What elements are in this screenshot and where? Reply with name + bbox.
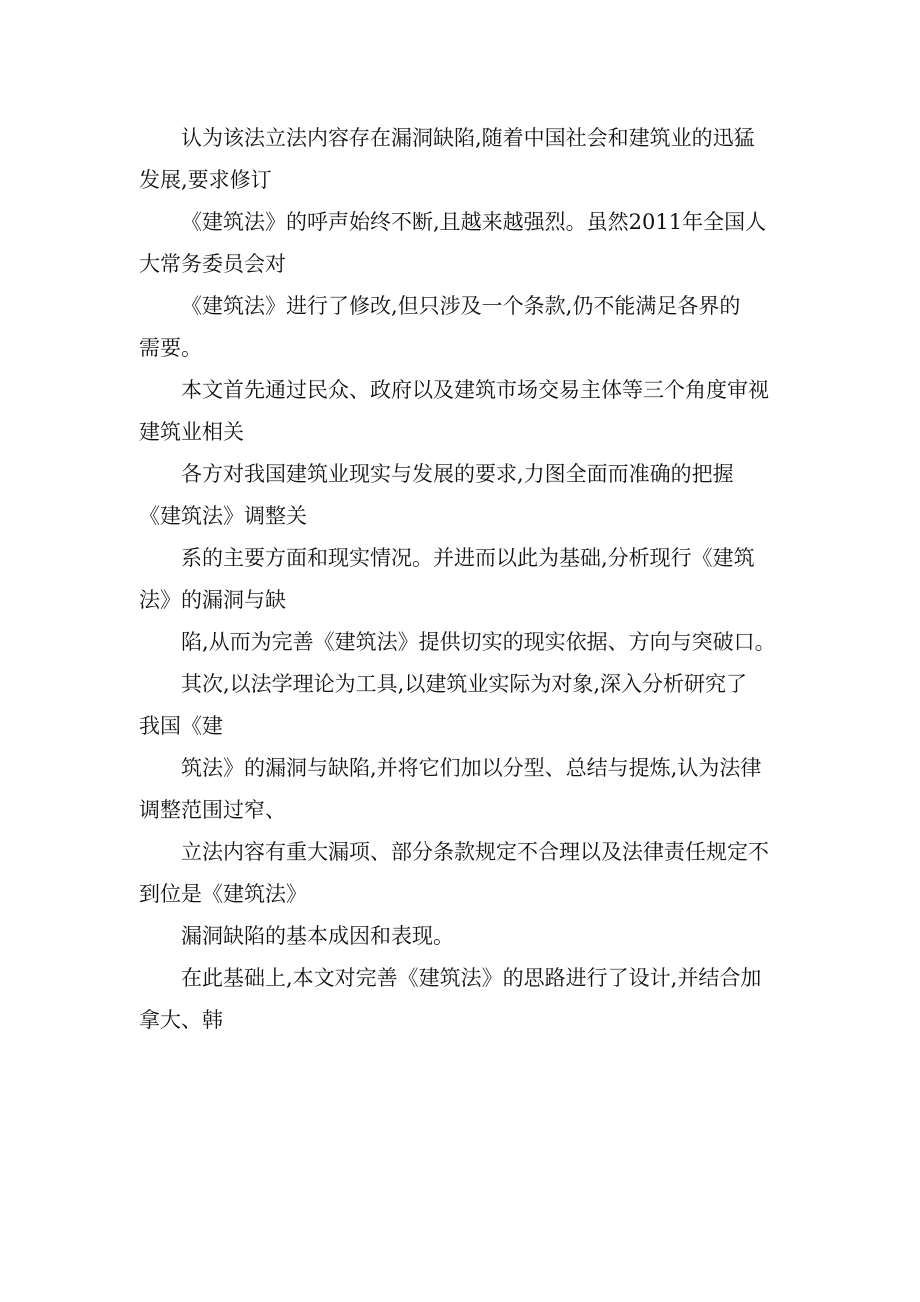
paragraph-line: 需要。	[139, 336, 202, 360]
paragraph-line: 建筑业相关	[139, 420, 244, 444]
paragraph-line: 拿大、韩	[139, 1008, 223, 1032]
paragraph-line: 《建筑法》调整关	[139, 504, 307, 528]
paragraph-12	[139, 957, 789, 1041]
paragraph-1	[139, 117, 789, 201]
paragraph-line: 法》的漏洞与缺	[139, 588, 286, 612]
paragraph-line: 发展,要求修订	[139, 168, 272, 192]
paragraph-5	[139, 453, 789, 537]
paragraph-line: 调整范围过窄、	[139, 798, 286, 822]
paragraph-line: 漏洞缺陷的基本成因和表现。	[181, 924, 454, 948]
paragraph-line: 系的主要方面和现实情况。并进而以此为基础,分析现行《建筑	[181, 546, 755, 570]
paragraph-line: 《建筑法》的呼声始终不断,且越来越强烈。虽然2011年全国人	[181, 210, 767, 234]
paragraph-line: 《建筑法》进行了修改,但只涉及一个条款,仍不能满足各界的	[181, 294, 741, 318]
paragraph-line: 认为该法立法内容存在漏洞缺陷,随着中国社会和建筑业的迅猛	[181, 126, 755, 150]
paragraph-8	[139, 663, 789, 747]
paragraph-line: 陷,从而为完善《建筑法》提供切实的现实依据、方向与突破口。	[181, 630, 776, 654]
paragraph-7	[139, 621, 789, 663]
paragraph-9	[139, 747, 789, 831]
paragraph-4	[139, 369, 789, 453]
paragraph-line: 其次,以法学理论为工具,以建筑业实际为对象,深入分析研究了	[181, 672, 748, 696]
paragraph-11	[139, 915, 789, 957]
paragraph-line: 各方对我国建筑业现实与发展的要求,力图全面而准确的把握	[181, 462, 734, 486]
paragraph-2	[139, 201, 789, 285]
body-text	[139, 117, 789, 1041]
paragraph-line: 大常务委员会对	[139, 252, 286, 276]
paragraph-line: 我国《建	[139, 714, 223, 738]
paragraph-6	[139, 537, 789, 621]
paragraph-line: 本文首先通过民众、政府以及建筑市场交易主体等三个角度审视	[181, 378, 769, 402]
paragraph-line: 到位是《建筑法》	[139, 882, 307, 906]
paragraph-line: 筑法》的漏洞与缺陷,并将它们加以分型、总结与提炼,认为法律	[181, 756, 762, 780]
paragraph-3	[139, 285, 789, 369]
paragraph-10	[139, 831, 789, 915]
paragraph-line: 立法内容有重大漏项、部分条款规定不合理以及法律责任规定不	[181, 840, 769, 864]
paragraph-line: 在此基础上,本文对完善《建筑法》的思路进行了设计,并结合加	[181, 966, 762, 990]
